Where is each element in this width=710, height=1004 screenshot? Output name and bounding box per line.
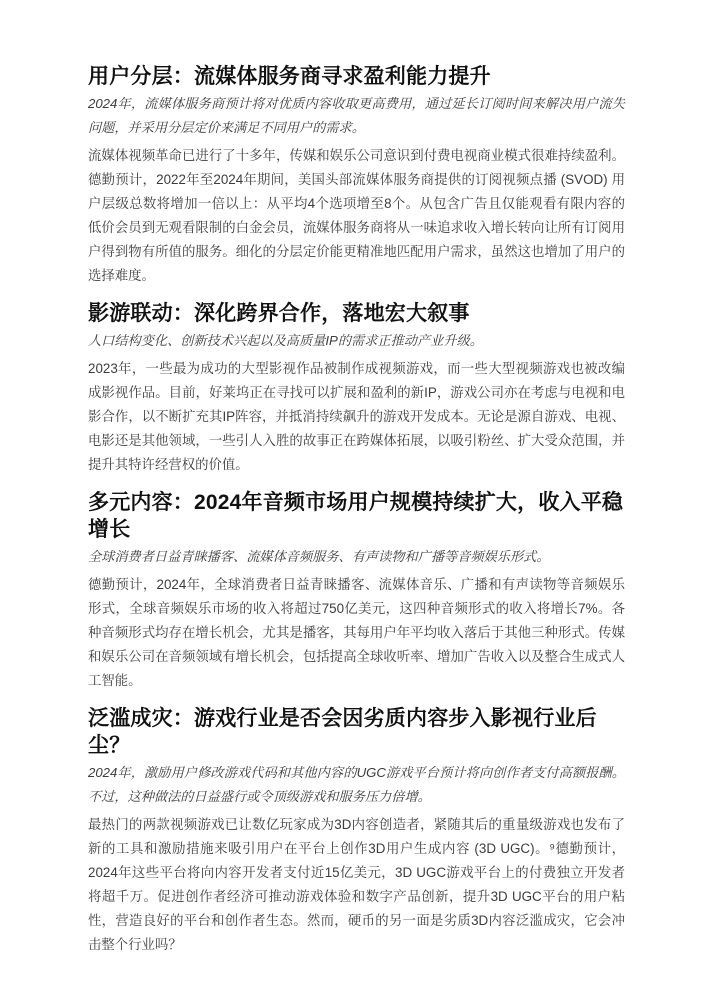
section-heading: 泛滥成灾：游戏行业是否会因劣质内容步入影视行业后尘？ [88, 707, 597, 757]
section-film-game-linkage [88, 300, 625, 477]
section-user-tiering [88, 63, 625, 288]
section-paragraph: 德勤预计，2024年，全球消费者日益青睐播客、流媒体音乐、广播和有声读物等音频娱乐形式，全球音频娱乐市场的收入将超过750亿美元，这四种音频形式的收入将增长7%。各种音频形式均存在增长机会，尤其是播客，其每用户年平均收入落后于其他三种形式。传媒和娱乐公司在音频领域有增长机会，包括提高全球收听率、增加广告收入以及整合生成式人工智能。 [88, 577, 625, 688]
section-subtitle: 全球消费者日益青睐播客、流媒体音频服务、有声读物和广播等音频娱乐形式。 [88, 549, 550, 564]
section-subtitle: 2024年，激励用户修改游戏代码和其他内容的UGC游戏平台预计将向创作者支付高额报酬。不过，这种做法的日益盛行或令顶级游戏和服务压力倍增。 [88, 765, 625, 804]
section-audio-market [88, 489, 625, 693]
section-paragraph: 最热门的两款视频游戏已让数亿玩家成为3D内容创造者，紧随其后的重量级游戏也发布了新的工具和激励措施来吸引用户在平台上创作3D用户生成内容 (3D UGC)。⁹德勤预计，2024年这些平台将向内容开发者支付近15亿美元，3D UGC游戏平台上的付费独立开发者将超千万。促进创作者经济可推动游戏体验和数字产品创新，提升3D UGC平台的用户粘性，营造良好的平台和创作者生态。然而，硬币的另一面是劣质3D内容泛滥成灾，它会冲击整个行业吗？ [88, 817, 625, 952]
section-subtitle: 人口结构变化、创新技术兴起以及高质量IP的需求正推动产业升级。 [88, 333, 483, 348]
section-heading: 多元内容：2024年音频市场用户规模持续扩大，收入平稳增长 [88, 491, 624, 541]
section-paragraph: 2023年，一些最为成功的大型影视作品被制作成视频游戏，而一些大型视频游戏也被改编成影视作品。目前，好莱坞正在寻找可以扩展和盈利的新IP，游戏公司亦在考虑与电视和电影合作，以不断扩充其IP阵容，并抵消持续飙升的游戏开发成本。无论是源自游戏、电视、电影还是其他领域，一些引人入胜的故事正在跨媒体拓展，以吸引粉丝、扩大受众范围，并提升其特许经营权的价值。 [88, 361, 625, 472]
section-subtitle: 2024年，流媒体服务商预计将对优质内容收取更高费用，通过延长订阅时间来解决用户流失问题，并采用分层定价来满足不同用户的需求。 [88, 96, 625, 135]
section-heading: 影游联动：深化跨界合作，落地宏大叙事 [88, 302, 470, 325]
section-heading: 用户分层：流媒体服务商寻求盈利能力提升 [88, 65, 491, 88]
section-ugc-flood [88, 705, 625, 957]
section-paragraph: 流媒体视频革命已进行了十多年，传媒和娱乐公司意识到付费电视商业模式很难持续盈利。德勤预计，2022年至2024年期间，美国头部流媒体服务商提供的订阅视频点播 (SVOD) 用户层级总数将增加一倍以上：从平均4个选项增至8个。从包含广告且仅能观看有限内容的低价会员到无观看限制的白金会员，流媒体服务商将从一味追求收入增长转向让所有订阅用户得到物有所值的服务。细化的分层定价能更精准地匹配用户需求，虽然这也增加了用户的选择难度。 [88, 148, 625, 283]
